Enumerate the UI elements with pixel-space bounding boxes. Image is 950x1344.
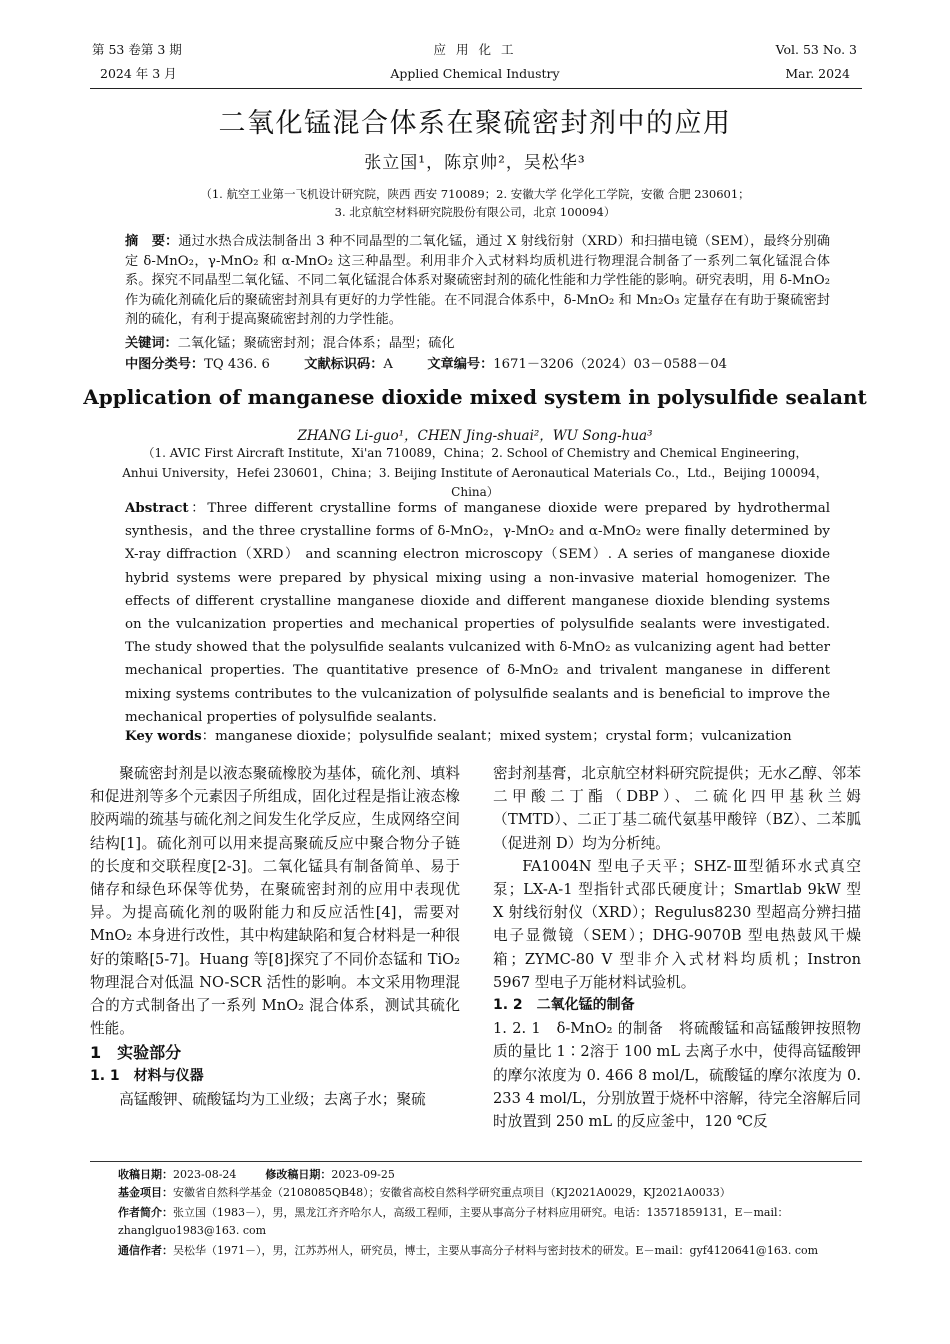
header-rule (90, 88, 862, 89)
corresponding-text: 吴松华（1971－），男，江苏苏州人，研究员，博士，主要从事高分子材料与密封技术的研发。E－mail：gyf4120641@163. com (173, 1244, 819, 1257)
keywords-cn (125, 334, 830, 354)
affiliations-cn (120, 185, 830, 221)
revised-date: 2023-09-25 (331, 1168, 395, 1181)
article-number-label: 文章编号： (427, 357, 494, 372)
clc-value: TQ 436. 6 (204, 357, 270, 372)
journal-name-en: Applied Chemical Industry (390, 66, 560, 81)
doc-code-value: A (383, 357, 393, 372)
sub-subsection-heading: 1. 2. 1 δ-MnO₂ 的制备 (493, 1020, 664, 1038)
header-date: 2024 年 3 月 (100, 66, 177, 81)
abstract-en-label: Abstract (125, 500, 189, 516)
doc-code-label: 文献标识码： (304, 357, 384, 372)
intro-paragraph: 聚硫密封剂是以液态聚硫橡胶为基体，硫化剂、填料和促进剂等多个元素因子所组成，固化过程是指让液态橡胶两端的巯基与硫化剂之间发生化学反应，生成网络空间结构[1]。硫化剂可以用来提高聚硫反应中聚合物分子链的长度和交联程度[2-3]。二氧化锰具有制备简单、易于储存和绿色环保等优势，在聚硫密封剂的应用中表现优异。为提高硫化剂的吸附能力和反应活性[4]，需要对 MnO₂ 本身进行改性，其中构建缺陷和复合材料是一种很好的策略[5-7]。Huang 等[8]探究了不同价态锰和 TiO₂ 物理混合对低温 NO-SCR 活性的影响。本文采用物理混合的方式制备出了一系列 MnO₂ 混合体系，测试其硫化性能。 (90, 765, 460, 1038)
author-bio (118, 1204, 863, 1240)
footnotes (118, 1166, 863, 1260)
affiliation-cn-line: 3. 北京航空材料研究院股份有限公司，北京 100094） (334, 205, 616, 219)
authors-en: ZHANG Li-guo¹，CHEN Jing-shuai²，WU Song-hua³ (297, 428, 653, 444)
article-number-value: 1671－3206（2024）03－0588－04 (493, 357, 728, 372)
affiliations-en (110, 444, 840, 503)
affiliation-en-line: Anhui University，Hefei 230601，China；3. Beijing Institute of Aeronautical Materials Co.，Ltd.，Beijing 100094，China） (122, 465, 828, 499)
materials-continued: 密封剂基膏，北京航空材料研究院提供；无水乙醇、邻苯二甲酸二丁酯（DBP）、二硫化四甲基秋兰姆（TMTD）、二正丁基二硫代氨基甲酸锌（BZ）、二苯胍（促进剂 D）均为分析纯。 (493, 765, 861, 852)
keywords-cn-label: 关键词： (125, 336, 178, 351)
received-date: 2023-08-24 (173, 1168, 237, 1181)
keywords-en (125, 726, 830, 747)
corresponding-author (118, 1242, 863, 1260)
journal-name-cn: 应 用 化 工 (433, 42, 517, 57)
paper-title-en: Application of manganese dioxide mixed system in polysulfide sealant (83, 385, 867, 409)
corresponding-label: 通信作者： (118, 1244, 173, 1257)
body-left-column (90, 762, 460, 1111)
prep-paragraph (493, 1017, 861, 1133)
affiliation-en-line: （1. AVIC First Aircraft Institute，Xi'an 710089，China；2. School of Chemistry and Chemical Engineering， (142, 446, 808, 460)
header-volume: 第 53 卷第 3 期 (92, 42, 182, 57)
dates-line (118, 1166, 863, 1184)
abstract-en (125, 497, 830, 729)
body-right-column (493, 762, 861, 1133)
section-heading: 1 实验部分 (90, 1043, 182, 1063)
abstract-cn (125, 232, 830, 330)
classification-line (125, 355, 830, 375)
clc-label: 中图分类号： (125, 357, 205, 372)
instruments-paragraph: FA1004N 型电子天平；SHZ-Ⅲ型循环水式真空泵；LX-A-1 型指针式邵氏硬度计；Smartlab 9kW 型 X 射线衍射仪（XRD）；Regulus8230 型超高分辨扫描电子显微镜（SEM）；DHG-9070B 型电热鼓风干燥箱；ZYMC-80 V 型非介入式材料均质机；Instron 5967 型电子万能材料试验机。 (493, 857, 861, 991)
subsection-heading: 1. 2 二氧化锰的制备 (493, 997, 635, 1014)
revised-label: 修改稿日期： (265, 1168, 332, 1181)
author-bio-text: 张立国（1983－），男，黑龙江齐齐哈尔人，高级工程师，主要从事高分子材料应用研究。电话：13571859131，E－mail：zhanglguo1983@163. com (118, 1206, 789, 1237)
paper-title-cn: 二氧化锰混合体系在聚硫密封剂中的应用 (218, 108, 732, 139)
fund-label: 基金项目： (118, 1186, 173, 1199)
abstract-en-text: ：Three different crystalline forms of manganese dioxide were prepared by hydrothermal synthesis，and the three crystalline forms of δ-MnO₂，γ-MnO₂ and α-MnO₂ were finally determined by X-ray diffraction（XRD） and scanning electron microscopy（SEM）. A series of manganese dioxide hybrid systems were prepared by physical mixing using a non-invasive material homogenizer. The effects of different crystalline manganese dioxide and different manganese dioxide blending systems on the vulcanization properties and mechanical properties of polysulfide sealants were investigated. The study showed that the polysulfide sealants vulcanized with δ-MnO₂ as vulcanizing agent had better mechanical properties. The quantitative presence of δ-MnO₂ and trivalent manganese in different mixing systems contributes to the vulcanization of polysulfide sealants and is beneficial to improve the mechanical properties of polysulfide sealants. (125, 501, 830, 725)
fund-text: 安徽省自然科学基金（2108085QB48）；安徽省高校自然科学研究重点项目（KJ2021A0029，KJ2021A0033） (173, 1186, 731, 1199)
abstract-cn-text: 通过水热合成法制备出 3 种不同晶型的二氧化锰，通过 X 射线衍射（XRD）和扫描电镜（SEM），最终分别确定 δ-MnO₂，γ-MnO₂ 和 α-MnO₂ 这三种晶型。利用非介入式材料均质机进行物理混合制备了一系列二氧化锰混合体系。探究不同晶型二氧化锰、不同二氧化锰混合体系对聚硫密封剂的硫化性能和力学性能的影响。研究表明，用 δ-MnO₂ 作为硫化剂硫化后的聚硫密封剂具有更好的力学性能。在不同混合体系中，δ-MnO₂ 和 Mn₂O₃ 定量存在有助于聚硫密封剂的硫化，有利于提高聚硫密封剂的力学性能。 (125, 234, 831, 328)
author-bio-label: 作者简介： (118, 1206, 173, 1219)
footnote-rule (90, 1161, 862, 1162)
authors-cn: 张立国¹，陈京帅²，吴松华³ (364, 153, 586, 173)
prep-text: 将硫酸锰和高锰酸钾按照物质的量比 1∶2溶于 100 mL 去离子水中，使得高锰酸钾的摩尔浓度为 0. 466 8 mol/L，硫酸锰的摩尔浓度为 0. 233 4 mol/L，分别放置于烧杯中溶解，待完全溶解后同时放置到 250 mL 的反应釜中，120 ℃反 (493, 1020, 861, 1131)
header-date-en: Mar. 2024 (785, 66, 850, 81)
header-vol-en: Vol. 53 No. 3 (775, 42, 857, 57)
received-label: 收稿日期： (118, 1168, 173, 1181)
fund-line (118, 1184, 863, 1202)
materials-paragraph: 高锰酸钾、硫酸锰均为工业级；去离子水；聚硫 (119, 1090, 426, 1108)
subsection-heading: 1. 1 材料与仪器 (90, 1067, 204, 1084)
keywords-cn-text: 二氧化锰；聚硫密封剂；混合体系；晶型；硫化 (177, 336, 455, 351)
keywords-en-label: Key words (125, 728, 202, 744)
abstract-cn-label: 摘 要： (125, 234, 179, 249)
keywords-en-text: ：manganese dioxide；polysulfide sealant；mixed system；crystal form；vulcanization (201, 729, 792, 744)
affiliation-cn-line: （1. 航空工业第一飞机设计研究院，陕西 西安 710089；2. 安徽大学 化学化工学院，安徽 合肥 230601； (200, 187, 750, 201)
